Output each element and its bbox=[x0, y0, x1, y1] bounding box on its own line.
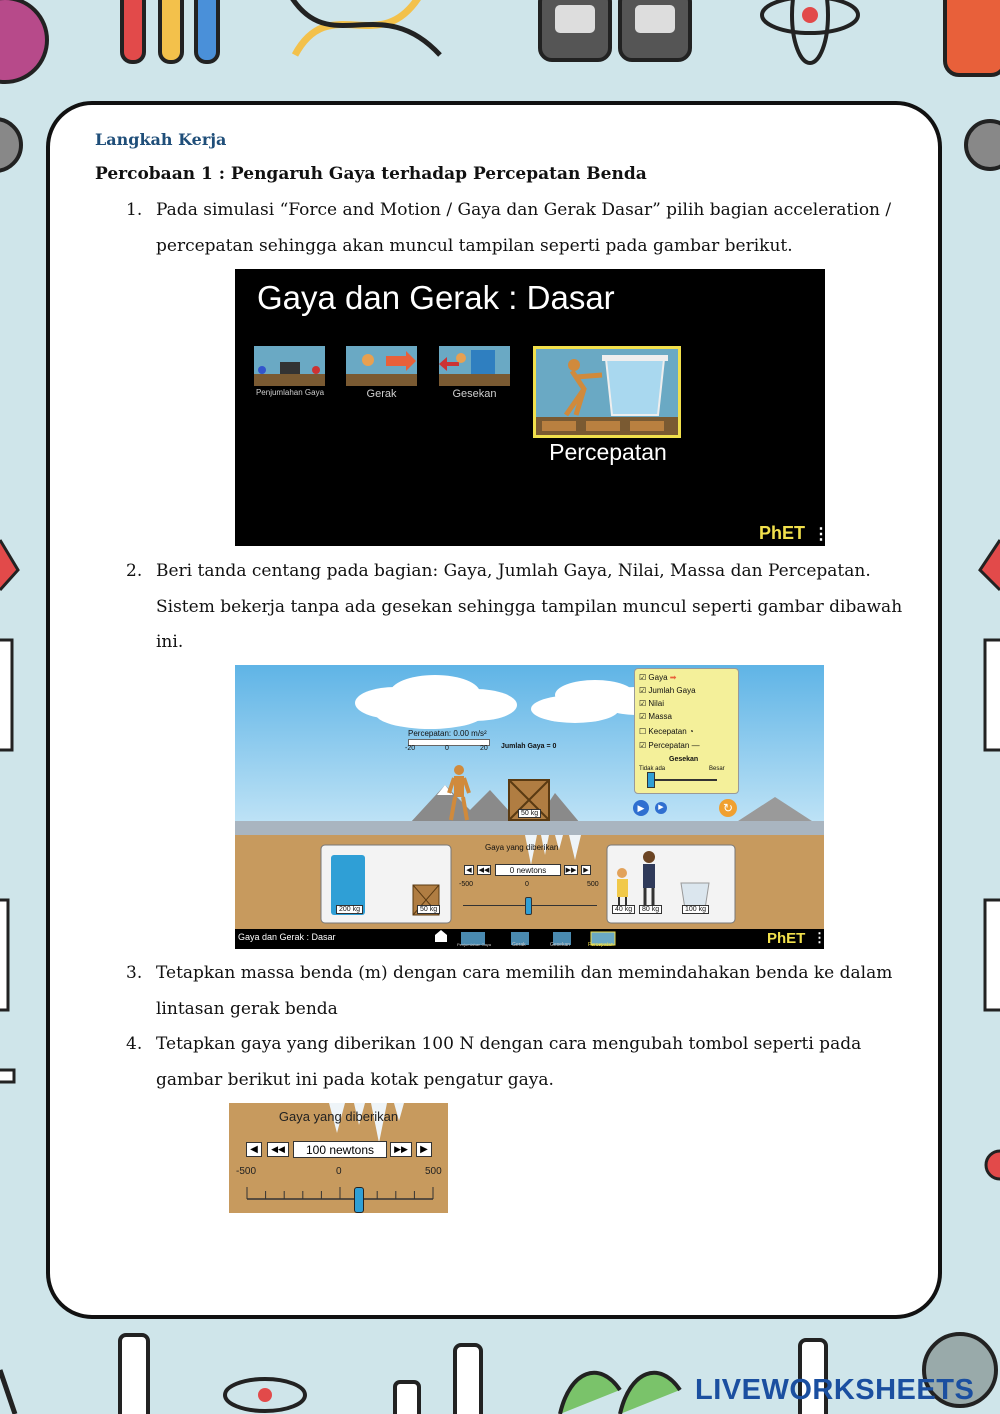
thumb-label: Gerak bbox=[366, 388, 397, 400]
checkbox-massa[interactable]: ☑ Massa bbox=[639, 712, 672, 721]
net-force-label: Jumlah Gaya = 0 bbox=[501, 743, 557, 750]
footer-tab[interactable]: Penjumlahan Gaya bbox=[457, 942, 492, 947]
applied-zero: 0 bbox=[336, 1166, 342, 1177]
step-text: Beri tanda centang pada bagian: Gaya, Jumlah Gaya, Nilai, Massa dan Percepatan. Sistem bekerja tanpa ada gesekan sehingga tampilan muncul seperti gambar dibawah ini. bbox=[156, 561, 903, 652]
increase-large-button[interactable]: ▶▶ bbox=[565, 867, 577, 874]
checkbox-label: Massa bbox=[648, 712, 672, 721]
applied-max: 500 bbox=[587, 881, 599, 888]
friction-slider-thumb[interactable] bbox=[647, 772, 655, 788]
step-number: 4. bbox=[126, 1034, 143, 1054]
footer-tab[interactable]: Gesekan bbox=[550, 942, 571, 948]
step-text: Pada simulasi “Force and Motion / Gaya dan Gerak Dasar” pilih bagian acceleration / percepatan sehingga akan muncul tampilan seperti pada gambar berikut. bbox=[156, 200, 892, 256]
checkbox-label: Kecepatan bbox=[648, 727, 687, 736]
friction-min: Tidak ada bbox=[639, 766, 666, 772]
step-number: 2. bbox=[126, 561, 143, 581]
applied-slider-track bbox=[229, 1179, 448, 1213]
step-text: Tetapkan gaya yang diberikan 100 N dengan cara mengubah tombol seperti pada gambar berikut ini pada kotak pengatur gaya. bbox=[156, 1034, 862, 1090]
thumb-gesekan-icon[interactable] bbox=[439, 346, 510, 386]
reset-icon[interactable]: ↻ bbox=[719, 799, 737, 817]
phet-acceleration-screenshot bbox=[235, 665, 824, 949]
friction-max: Besar bbox=[709, 766, 725, 772]
increase-small-button[interactable]: ▶ bbox=[581, 865, 591, 875]
speedometer-icon: ◔ bbox=[688, 727, 694, 736]
phet-logo: PhET bbox=[759, 523, 806, 543]
applied-slider-thumb[interactable] bbox=[354, 1187, 364, 1213]
applied-zero: 0 bbox=[525, 881, 529, 888]
applied-force-title: Gaya yang diberikan bbox=[485, 843, 559, 852]
phet-menu-screenshot bbox=[235, 269, 829, 546]
step-text: Tetapkan massa benda (m) dengan cara memilih dan memindahakan benda ke dalam lintasan gerak benda bbox=[156, 963, 893, 1019]
increase-small-button[interactable]: ▶ bbox=[416, 1142, 432, 1157]
mass-40-label[interactable]: 40 kg bbox=[612, 905, 635, 914]
decrease-small-button[interactable]: ◀ bbox=[246, 1142, 262, 1157]
thumb-penjumlahan-icon[interactable] bbox=[254, 346, 325, 386]
applied-min: -500 bbox=[459, 881, 474, 888]
thumb-label: Gesekan bbox=[452, 388, 497, 400]
applied-max: 500 bbox=[425, 1166, 442, 1177]
applied-slider-thumb[interactable] bbox=[525, 897, 532, 915]
decrease-large-button[interactable]: ◀◀ bbox=[267, 1142, 289, 1157]
accel-tick: -20 bbox=[405, 745, 416, 752]
step-icon[interactable]: ▶ bbox=[655, 802, 667, 814]
accel-tick: 20 bbox=[480, 745, 488, 752]
play-icon[interactable]: ▶ bbox=[633, 800, 649, 816]
footer-tab[interactable]: Gerak bbox=[512, 942, 526, 948]
accel-tick: 0 bbox=[445, 745, 449, 752]
applied-force-value: 100 newtons bbox=[293, 1141, 387, 1158]
applied-force-control-screenshot bbox=[229, 1103, 448, 1213]
section-title: Langkah Kerja bbox=[95, 130, 227, 149]
footer-title: Gaya dan Gerak : Dasar bbox=[238, 932, 336, 942]
sim-title: Gaya dan Gerak : Dasar bbox=[257, 279, 615, 316]
applied-min: -500 bbox=[236, 1166, 257, 1177]
checkbox-label: Jumlah Gaya bbox=[648, 686, 696, 695]
friction-title: Gesekan bbox=[669, 756, 699, 763]
mass-100-label[interactable]: 100 kg bbox=[682, 905, 709, 914]
mass-80-label[interactable]: 80 kg bbox=[639, 905, 662, 914]
accel-label: Percepatan: 0.00 m/s² bbox=[408, 729, 487, 738]
menu-dots-icon[interactable]: ⋮ bbox=[813, 930, 826, 945]
decrease-large-button[interactable]: ◀◀ bbox=[478, 867, 490, 874]
checkbox-jumlah-gaya[interactable]: ☑ Jumlah Gaya bbox=[639, 686, 696, 695]
friction-slider-track bbox=[647, 779, 717, 781]
step-number: 1. bbox=[126, 200, 143, 220]
liveworksheets-logo: LIVEWORKSHEETS bbox=[695, 1374, 975, 1406]
experiment-title: Percobaan 1 : Pengaruh Gaya terhadap Percepatan Benda bbox=[95, 164, 647, 184]
checkbox-percepatan[interactable]: ☑ Percepatan — bbox=[639, 741, 700, 750]
checkbox-label: Nilai bbox=[648, 699, 664, 708]
checkbox-label: Gaya bbox=[648, 673, 668, 682]
mass-200-label[interactable]: 200 kg bbox=[336, 905, 363, 914]
checkbox-label: Percepatan bbox=[648, 741, 690, 750]
mass-50-label[interactable]: 50 kg bbox=[417, 905, 440, 914]
checkbox-gaya[interactable]: ☑ Gaya ➡ bbox=[639, 673, 677, 682]
thumb-percepatan-selected[interactable] bbox=[533, 346, 681, 438]
step-number: 3. bbox=[126, 963, 143, 983]
increase-large-button[interactable]: ▶▶ bbox=[390, 1142, 412, 1157]
applied-force-title: Gaya yang diberikan bbox=[278, 1109, 399, 1124]
applied-force-value: 0 newtons bbox=[495, 864, 561, 876]
footer-tab-selected[interactable]: Percepatan bbox=[588, 942, 614, 948]
checkbox-kecepatan[interactable]: ☐ Kecepatan ◔ bbox=[639, 727, 694, 736]
accel-meter-icon: — bbox=[691, 741, 700, 750]
crate-mass-label: 50 kg bbox=[518, 809, 541, 818]
selected-label: Percepatan bbox=[549, 439, 667, 465]
decrease-small-button[interactable]: ◀ bbox=[464, 865, 474, 875]
menu-dots-icon[interactable]: ⋮ bbox=[813, 524, 829, 543]
force-arrow-icon: ➡ bbox=[669, 673, 677, 682]
accel-meter bbox=[408, 739, 490, 746]
options-panel bbox=[634, 668, 739, 794]
checkbox-nilai[interactable]: ☑ Nilai bbox=[639, 699, 664, 708]
thumb-label: Penjumlahan Gaya bbox=[255, 388, 325, 397]
thumb-gerak-icon[interactable] bbox=[346, 346, 417, 386]
phet-logo: PhET bbox=[767, 930, 806, 947]
